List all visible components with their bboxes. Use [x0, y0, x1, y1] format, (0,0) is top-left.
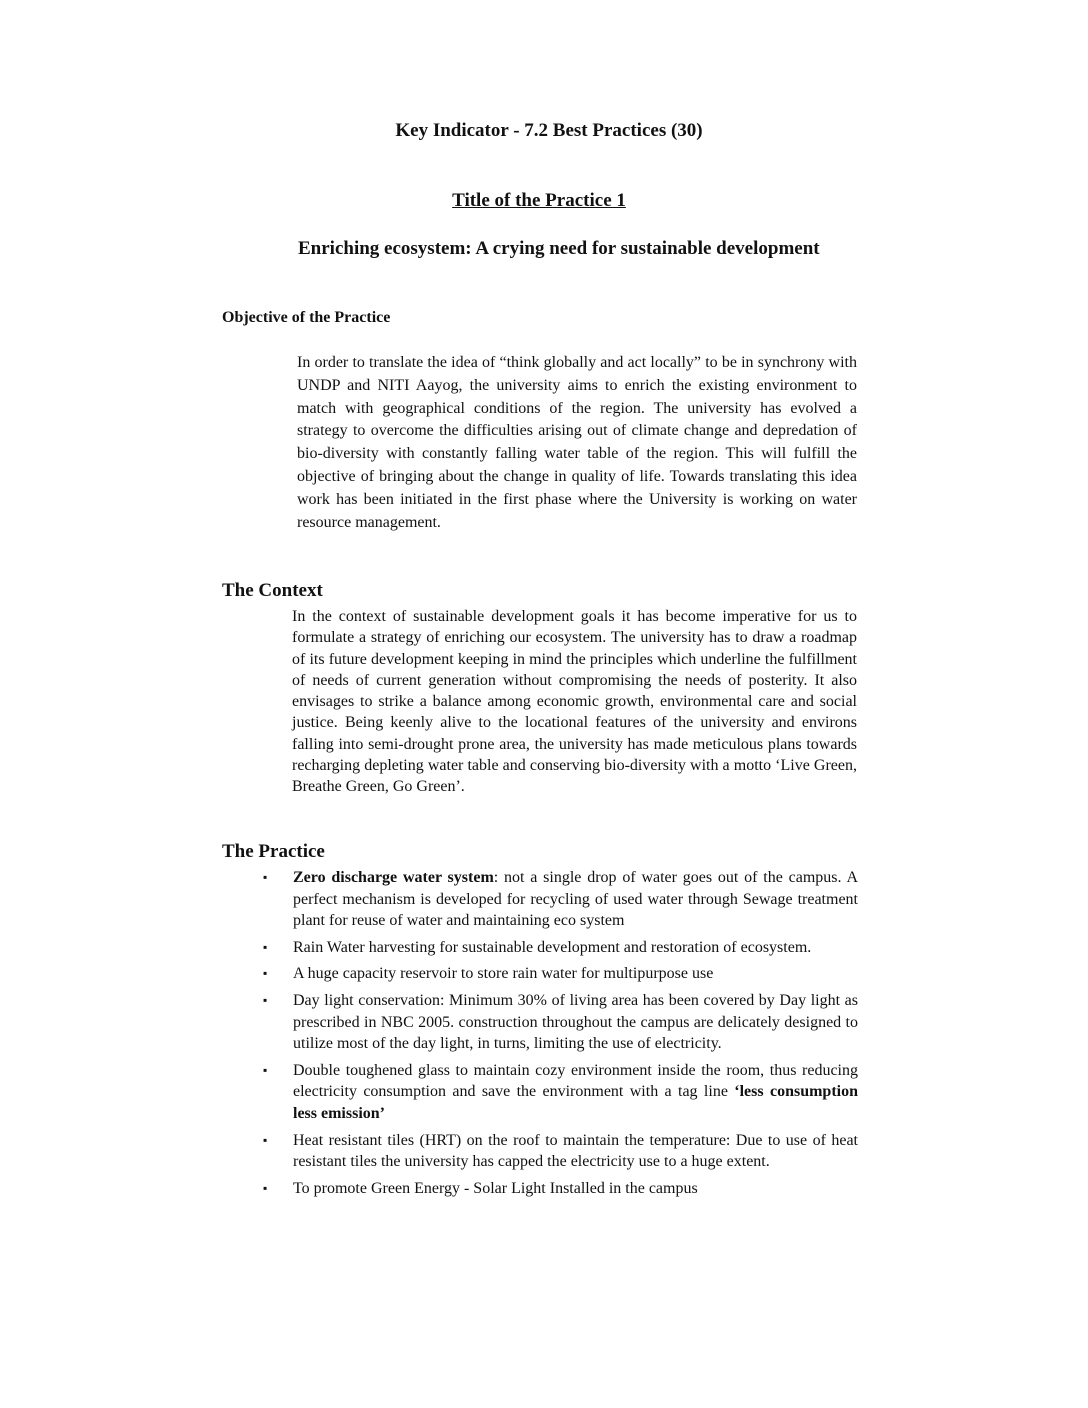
practice-item-day-light: [262, 990, 858, 1055]
bullet-icon: ▪: [263, 966, 268, 981]
bullet-icon: ▪: [263, 1132, 268, 1147]
practice-item-zero-discharge: [262, 867, 858, 932]
practice-item-toughened-glass: [262, 1060, 858, 1125]
practice-heading: The Practice: [222, 841, 325, 862]
bullet-icon: ▪: [263, 939, 268, 954]
practice-item-text: A huge capacity reservoir to store rain water for multipurpose use: [293, 965, 714, 983]
key-indicator-title: [0, 120, 1088, 142]
practice-item-green-energy: [262, 1178, 858, 1200]
practice-item-rain-water: [262, 937, 858, 959]
practice-title: Enriching ecosystem: A crying need for sustainable development: [298, 238, 820, 259]
practice-item-lead: Zero discharge water system: [293, 869, 494, 886]
practice-item-heat-tiles: [262, 1130, 858, 1173]
practice-list: [262, 867, 858, 1204]
practice-label: [0, 190, 1088, 212]
practice-label-text: Title of the Practice 1: [452, 190, 626, 211]
practice-item-text: To promote Green Energy - Solar Light Installed in the campus: [293, 1179, 698, 1197]
bullet-icon: ▪: [263, 992, 268, 1007]
objective-heading: Objective of the Practice: [222, 309, 391, 326]
practice-item-reservoir: [262, 963, 858, 985]
bullet-icon: ▪: [263, 870, 268, 884]
key-indicator-text: Key Indicator - 7.2 Best Practices (30): [395, 120, 703, 141]
bullet-icon: ▪: [263, 1180, 268, 1195]
practice-item-text: Double toughened glass to maintain cozy environment inside the room, thus reducing electricity consumption and save the environment with a tag line: [293, 1061, 858, 1101]
bullet-icon: ▪: [263, 1062, 268, 1077]
context-paragraph: In the context of sustainable development goals it has become imperative for us to formulate a strategy of enriching our ecosystem. The university has to draw a roadmap of its future development keeping in mind the principles which underline the fulfillment of needs of current generation without compromising the needs of posterity. It also envisages to strike a balance among economic growth, environmental care and social justice. Being keenly alive to the locational features of the university and environs falling into semi-drought prone area, the university has made meticulous plans towards recharging depleting water table and conserving bio-diversity with a motto ‘Live Green, Breathe Green, Go Green’.: [292, 608, 857, 796]
practice-item-text: : not a single drop of water goes out of the campus. A perfect mechanism is developed for recycling of used water through Sewage treatment plant for reuse of water and maintaining eco system: [293, 869, 859, 930]
practice-item-text: Heat resistant tiles (HRT) on the roof to maintain the temperature: Due to use of heat resistant tiles the university has capped the electricity use to a huge extent.: [293, 1131, 858, 1171]
objective-paragraph: In order to translate the idea of “think globally and act locally” to be in synchrony with UNDP and NITI Aayog, the university aims to enrich the existing environment to match with geographical conditions of the region. The university has evolved a strategy to overcome the difficulties arising out of climate change and depredation of bio-diversity with constantly falling water table of the region. This will fulfill the objective of bringing about the change in quality of life. Towards translating this idea work has been initiated in the first phase where the University is working on water resource management.: [297, 354, 857, 531]
practice-item-text: Day light conservation: Minimum 30% of living area has been covered by Day light as prescribed in NBC 2005. construction throughout the campus are delicately designed to utilize most of the day light, in turns, limiting the use of electricity.: [293, 991, 858, 1053]
practice-item-tagline: ‘less consumption less emission’: [293, 1083, 858, 1122]
context-heading: The Context: [222, 580, 323, 601]
practice-item-text: Rain Water harvesting for sustainable development and restoration of ecosystem.: [293, 938, 812, 956]
